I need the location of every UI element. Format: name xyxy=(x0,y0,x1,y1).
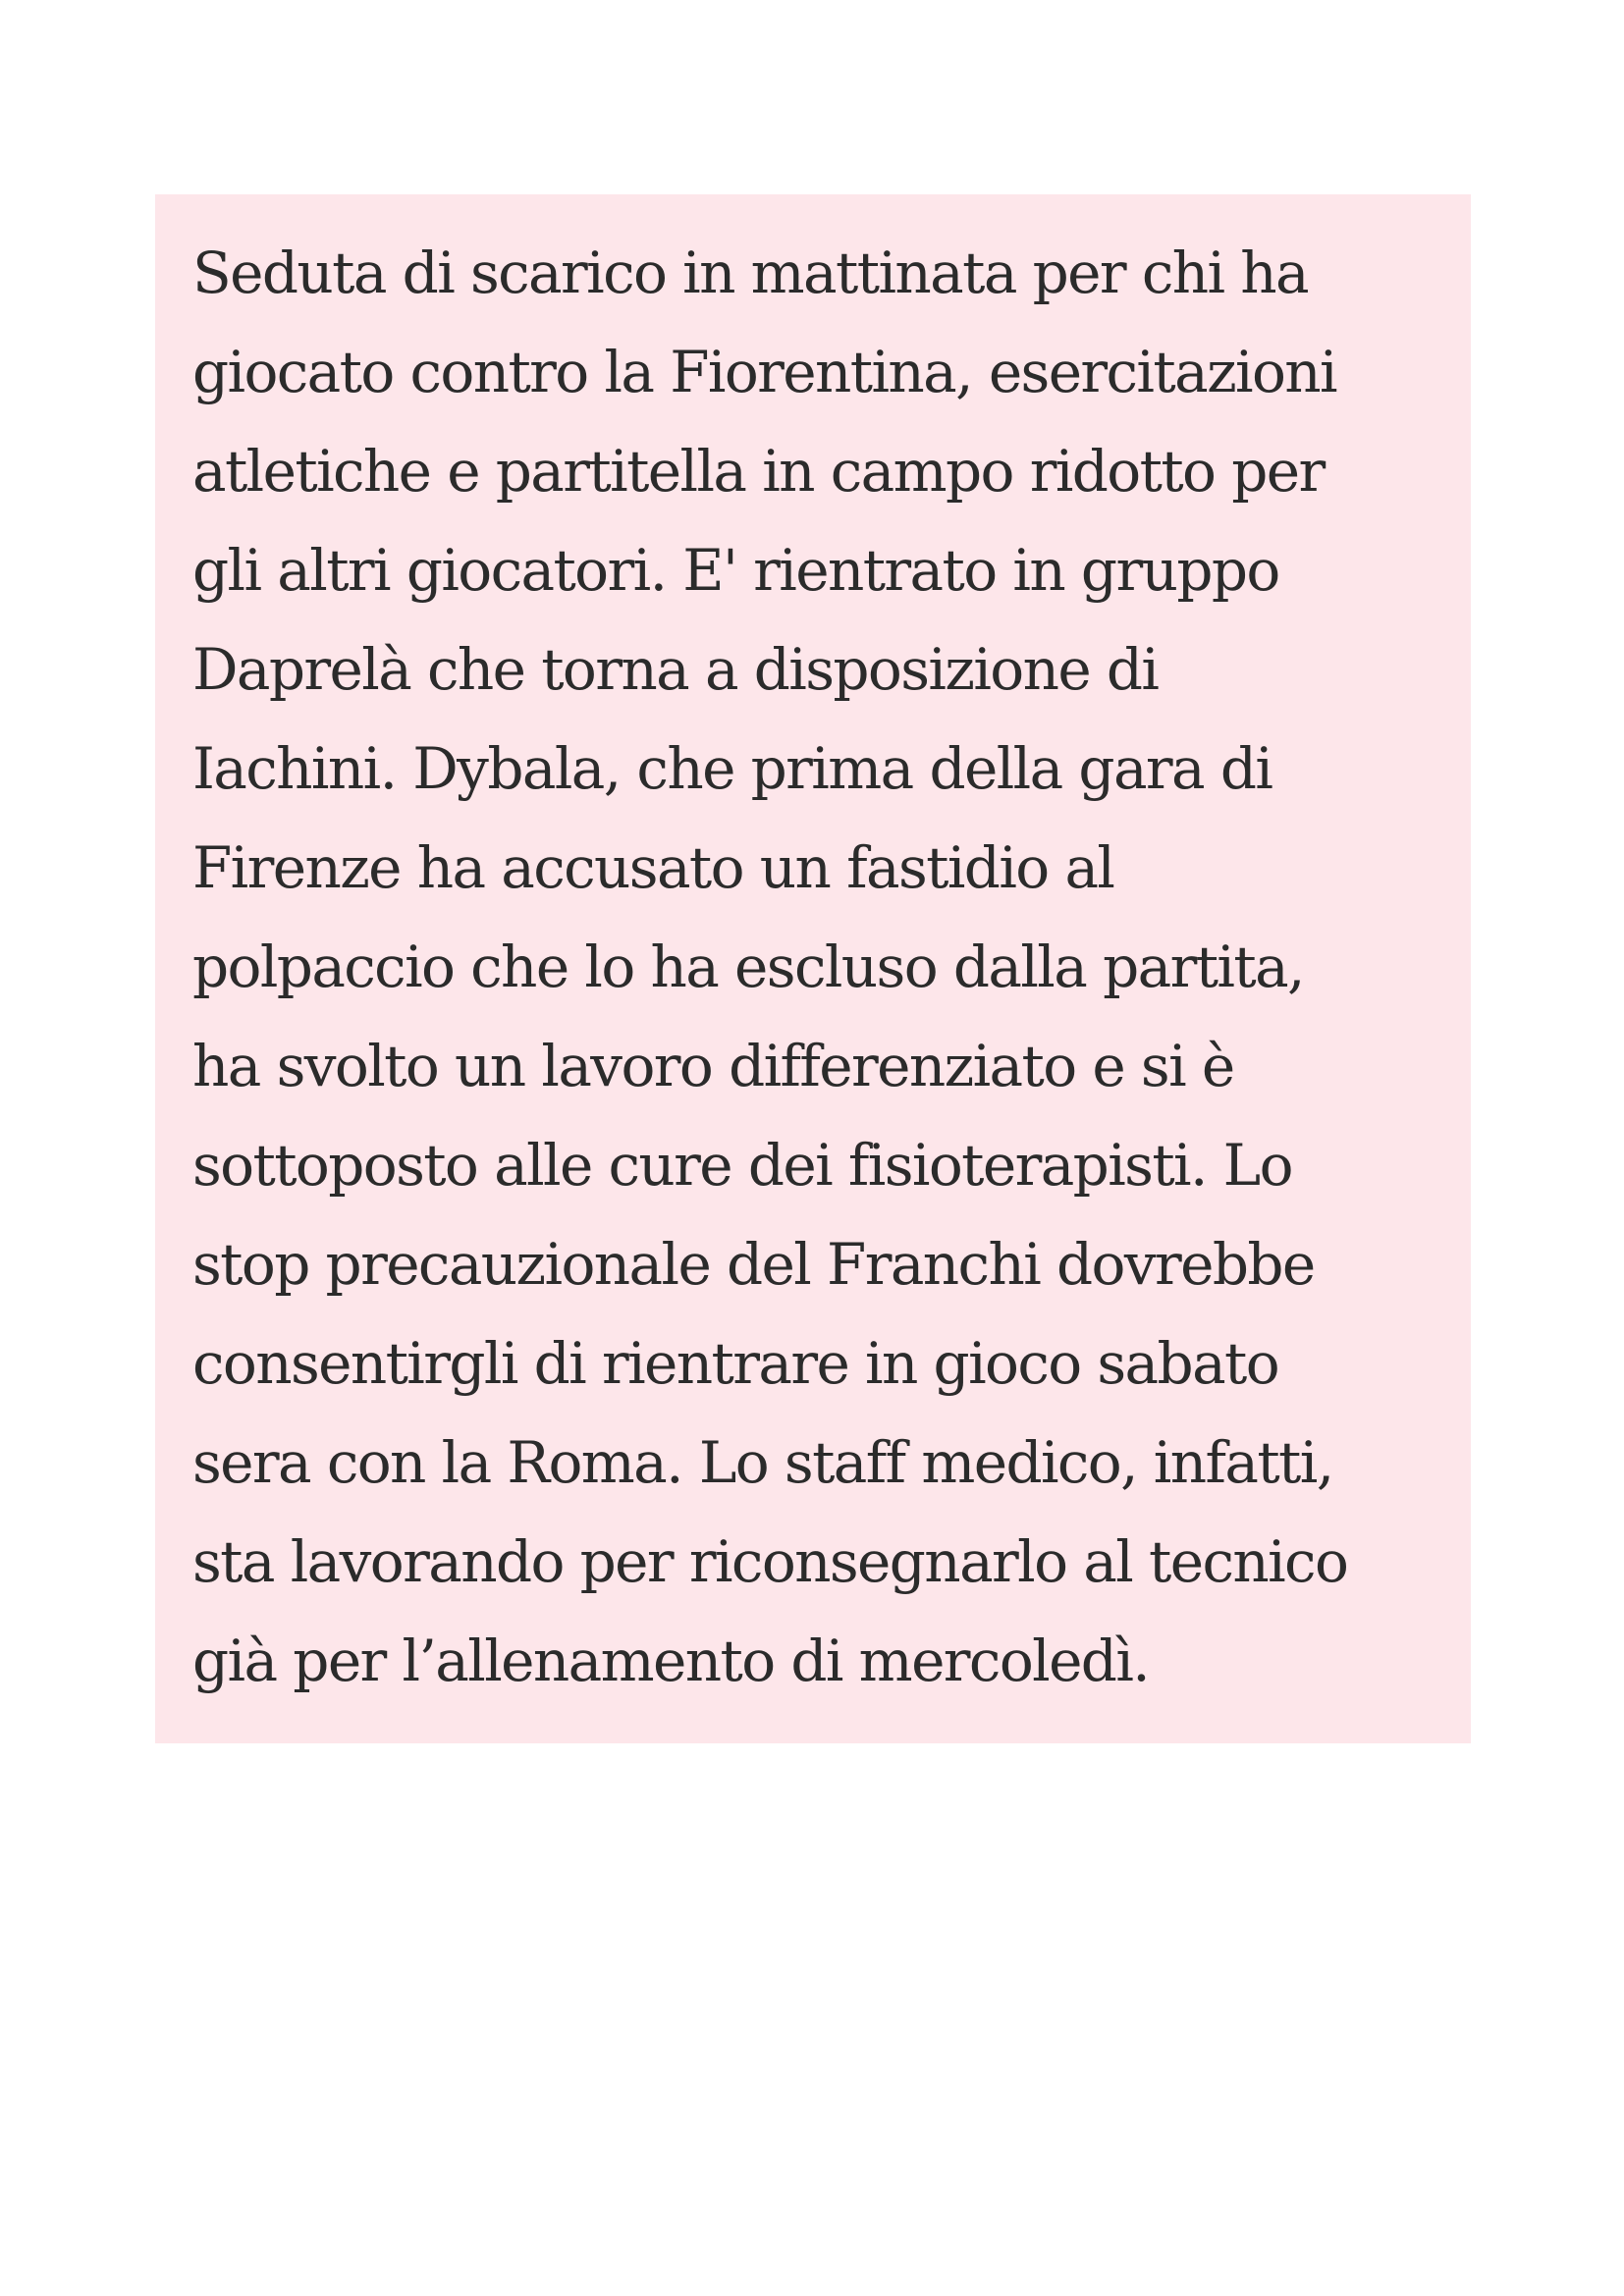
text-line: sta lavorando per riconsegnarlo al tecnico xyxy=(192,1528,1348,1595)
text-line: ha svolto un lavoro differenziato e si è xyxy=(192,1033,1234,1099)
highlighted-text-box xyxy=(155,194,1471,1743)
text-line: Daprelà che torna a disposizione di xyxy=(192,636,1159,703)
text-line: sottoposto alle cure dei fisioterapisti. Lo xyxy=(192,1132,1292,1199)
text-line: Iachini. Dybala, che prima della gara di xyxy=(192,735,1272,802)
text-line: giocato contro la Fiorentina, esercitazioni xyxy=(192,339,1337,405)
text-line: Firenze ha accusato un fastidio al xyxy=(192,834,1114,901)
text-line: polpaccio che lo ha escluso dalla partita, xyxy=(192,934,1304,1000)
text-line: già per l’allenamento di mercoledì. xyxy=(192,1628,1150,1694)
text-line: sera con la Roma. Lo staff medico, infatti, xyxy=(192,1429,1333,1496)
text-line: consentirgli di rientrare in gioco sabato xyxy=(192,1330,1279,1397)
text-line: atletiche e partitella in campo ridotto per xyxy=(192,438,1325,505)
text-line: stop precauzionale del Franchi dovrebbe xyxy=(192,1231,1315,1298)
text-line: Seduta di scarico in mattinata per chi ha xyxy=(192,240,1309,306)
text-line: gli altri giocatori. E' rientrato in gruppo xyxy=(192,537,1279,604)
